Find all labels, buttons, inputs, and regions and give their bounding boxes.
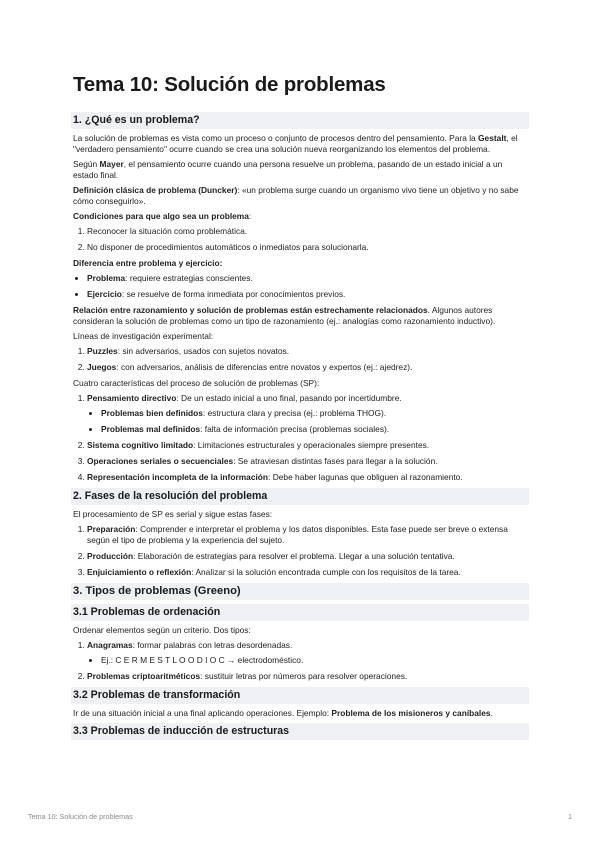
difference-label: Diferencia entre problema y ejercicio: xyxy=(73,258,223,268)
paragraph-relation: Relación entre razonamiento y solución de problemas están estrechamente relacionados. Algunos autores consideran la solución de problemas como un tipo de razonamiento (ej.: analogías como razonamiento inductivo). xyxy=(73,305,496,326)
page-number: 1 xyxy=(568,812,572,821)
list-item: 2. Juegos: con adversarios, análisis de diferencias entre novatos y expertos (ej.: ajedrez). xyxy=(87,362,529,373)
list-item: 4. Representación incompleta de la información: Debe haber lagunas que obliguen al razonamiento. xyxy=(87,472,529,483)
list-item: • Problemas mal definidos: falta de información precisa (problemas sociales). xyxy=(101,424,529,435)
characteristics-label: Cuatro características del proceso de solución de problemas (SP): xyxy=(73,378,320,388)
difference-list xyxy=(73,273,529,300)
transformation-paragraph: Ir de una situación inicial a una final aplicando operaciones. Ejemplo: Problema de los misioneros y caníbales. xyxy=(73,708,493,718)
paragraph-mayer: Según Mayer, el pensamiento ocurre cuando una persona resuelve un problema, pasando de un estado inicial a un estado final. xyxy=(73,159,503,180)
page-footer xyxy=(28,812,572,821)
section-1-heading: 1. ¿Qué es un problema? xyxy=(71,112,529,129)
list-item: 3. Enjuiciamiento o reflexión: Analizar si la solución encontrada cumple con los requisitos de la tarea. xyxy=(87,567,529,578)
section-3-2-heading: 3.2 Problemas de transformación xyxy=(71,687,529,704)
paragraph-duncker: Definición clásica de problema (Duncker): «un problema surge cuando un organismo vivo tiene un objetivo y no sabe cómo conseguirlo». xyxy=(73,185,519,206)
sub-list xyxy=(87,655,529,666)
list-item: 1. Anagramas: formar palabras con letras desordenadas. • Ej.: C E R M E S T L O O D I O C → electrodoméstico. xyxy=(87,640,529,666)
list-item: 2. No disponer de procedimientos automáticos o inmediatos para solucionarla. xyxy=(87,242,529,253)
ordering-intro: Ordenar elementos según un criterio. Dos tipos: xyxy=(73,625,251,635)
list-item: 2. Sistema cognitivo limitado: Limitaciones estructurales y operacionales siempre presentes. xyxy=(87,440,529,451)
research-lines-label: Líneas de investigación experimental: xyxy=(73,331,214,341)
list-item: 1. Puzzles: sin adversarios, usados con sujetos novatos. xyxy=(87,346,529,357)
document-page xyxy=(73,72,529,744)
section-3-3-heading: 3.3 Problemas de inducción de estructuras xyxy=(71,723,529,740)
ordering-list xyxy=(73,640,529,682)
list-item: • Ejercicio: se resuelve de forma inmediata por conocimientos previos. xyxy=(87,289,529,300)
list-item: • Problemas bien definidos: estructura clara y precisa (ej.: problema THOG). xyxy=(101,408,529,419)
list-item: 2. Problemas criptoaritméticos: sustituir letras por números para resolver operaciones. xyxy=(87,671,529,682)
list-item: 1. Pensamiento directivo: De un estado inicial a uno final, pasando por incertidumbre. • Problemas bien definidos: estructura clara y precisa (ej.: problema THOG). • Problemas mal definidos: falta de información precisa (problemas sociales). xyxy=(87,393,529,435)
research-lines-list xyxy=(73,346,529,373)
list-item: 2. Producción: Elaboración de estrategias para resolver el problema. Llegar a una solución tentativa. xyxy=(87,551,529,562)
section-3-1-heading: 3.1 Problemas de ordenación xyxy=(71,604,529,621)
section-3-heading: 3. Tipos de problemas (Greeno) xyxy=(71,583,529,600)
list-item: • Ej.: C E R M E S T L O O D I O C → electrodoméstico. xyxy=(101,655,529,666)
sub-list xyxy=(87,408,529,435)
characteristics-list xyxy=(73,393,529,483)
conditions-list xyxy=(73,226,529,253)
list-item: 3. Operaciones seriales o secuenciales: Se atraviesan distintas fases para llegar a la solución. xyxy=(87,456,529,467)
phases-list xyxy=(73,524,529,578)
paragraph-gestalt: La solución de problemas es vista como un proceso o conjunto de procesos dentro del pensamiento. Para la Gestalt, el "verdadero pensamiento" ocurre cuando se crea una solución nueva reorganizando los elementos del problema. xyxy=(73,133,518,154)
list-item: 1. Preparación: Comprender e interpretar el problema y los datos disponibles. Esta fase puede ser breve o extensa según el tipo de problema y la experiencia del sujeto. xyxy=(87,524,529,546)
conditions-label: Condiciones para que algo sea un problema: xyxy=(73,211,252,221)
phases-intro: El procesamiento de SP es serial y sigue estas fases: xyxy=(73,509,273,519)
page-title: Tema 10: Solución de problemas xyxy=(73,73,386,96)
list-item: • Problema: requiere estrategias conscientes. xyxy=(87,273,529,284)
section-2-heading: 2. Fases de la resolución del problema xyxy=(71,488,529,505)
list-item: 1. Reconocer la situación como problemática. xyxy=(87,226,529,237)
footer-title: Tema 10: Solución de problemas xyxy=(28,812,133,821)
